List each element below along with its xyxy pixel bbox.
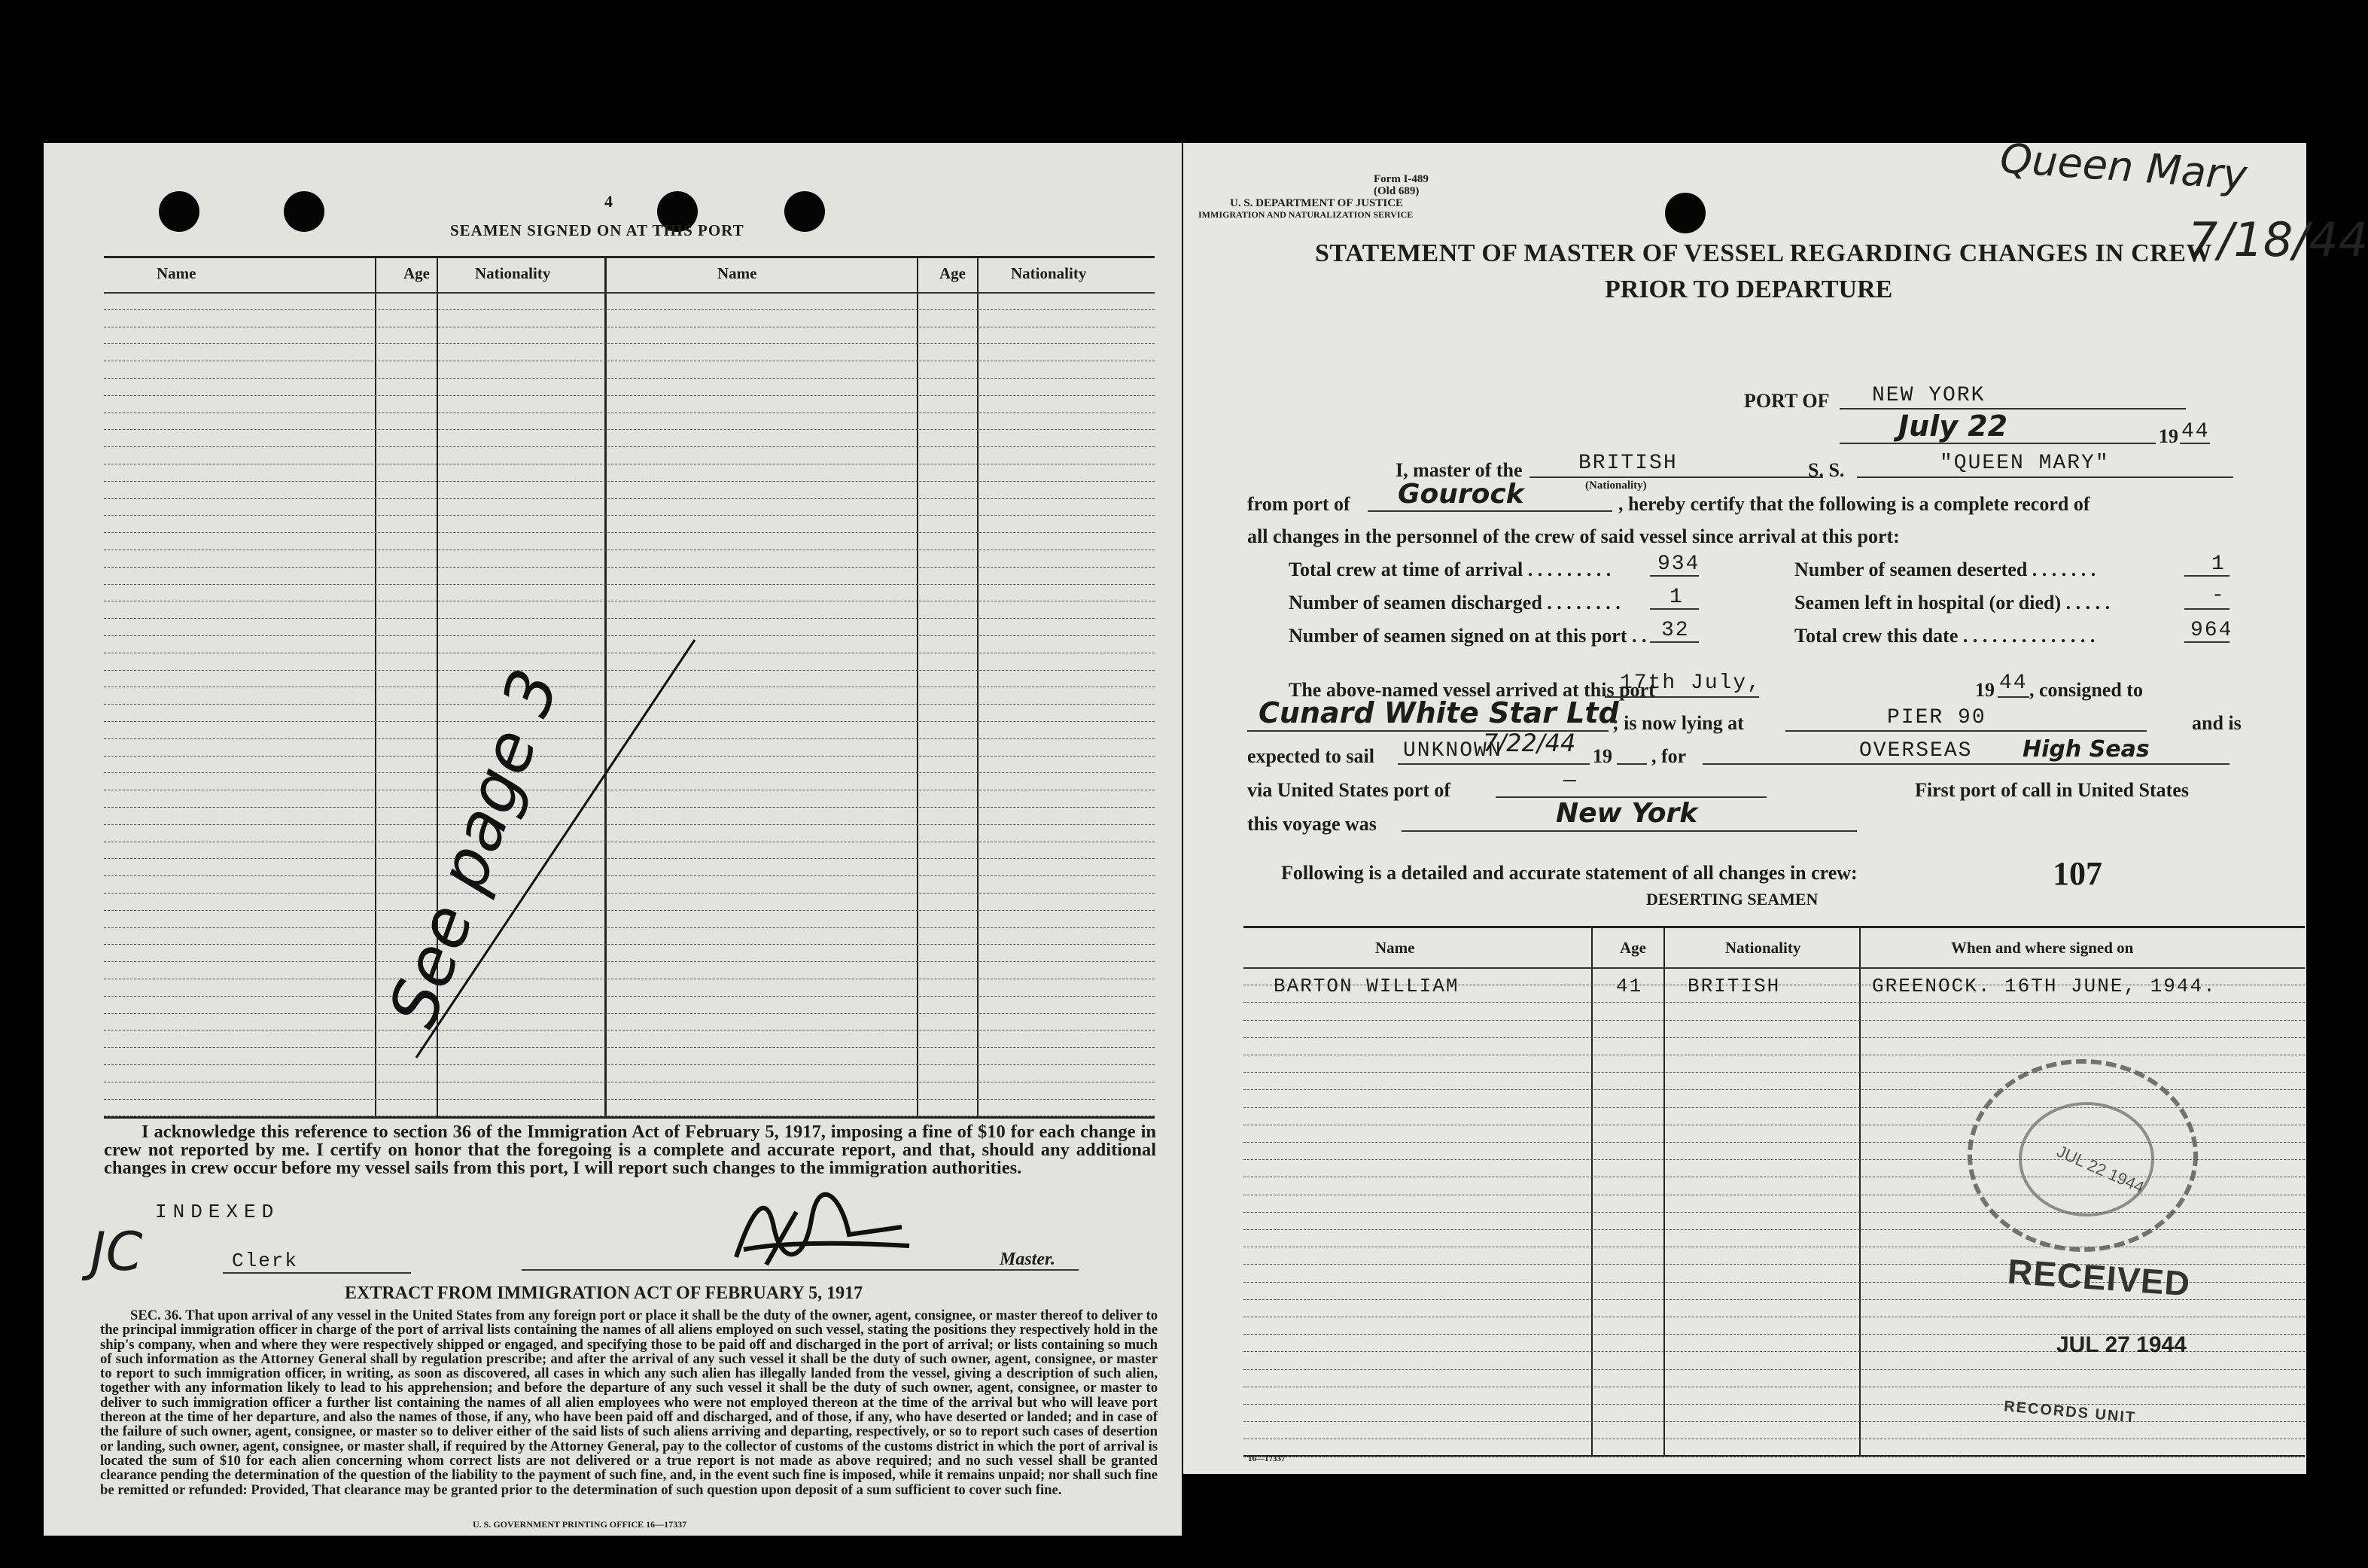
stat-deserted-value: 1 <box>2211 553 2226 576</box>
row-when-where: GREENOCK. 16TH JUNE, 1944. <box>1872 975 2217 997</box>
form-number: Form I-489 <box>1374 173 1429 185</box>
handwritten-count: 107 <box>2053 855 2102 892</box>
row-nationality: BRITISH <box>1688 975 1781 997</box>
ruled-line <box>104 343 1155 344</box>
form-subtitle: PRIOR TO DEPARTURE <box>1605 276 1893 303</box>
lying-value: PIER 90 <box>1887 706 1986 729</box>
vessel-name: "QUEEN MARY" <box>1940 452 2110 475</box>
printer-line: U. S. GOVERNMENT PRINTING OFFICE 16—17337 <box>473 1519 687 1530</box>
column-header-name: Name <box>157 264 196 282</box>
expected-label: expected to sail <box>1247 745 1374 767</box>
ruled-line <box>1243 1020 2305 1021</box>
via-label: via United States port of <box>1247 779 1451 801</box>
certify-line-2: all changes in the personnel of the crew of said vessel since arrival at this port: <box>1247 525 1900 547</box>
section-title: SEAMEN SIGNED ON AT THIS PORT <box>450 221 744 239</box>
stat-arrival-value: 934 <box>1657 553 1700 576</box>
ins-seal-stamp <box>1962 1054 2203 1257</box>
consignee: Cunard White Star Ltd <box>1259 696 1619 729</box>
form-title: STATEMENT OF MASTER OF VESSEL REGARDING CHANGES IN CREW <box>1315 239 2212 267</box>
row-name: BARTON WILLIAM <box>1274 975 1459 997</box>
indexed-stamp: INDEXED <box>155 1201 280 1223</box>
via-value: — <box>1563 769 1578 793</box>
ruled-line <box>104 1099 1155 1100</box>
received-date: JUL 27 1944 <box>2056 1332 2187 1357</box>
master-signature <box>721 1182 947 1272</box>
expected-value: UNKNOWN <box>1403 739 1502 763</box>
date-value: July 22 <box>1898 410 2008 443</box>
old-number: (Old 689) <box>1374 185 1420 197</box>
port-label: PORT OF <box>1744 390 1830 412</box>
voyage-value: New York <box>1556 798 1698 829</box>
page-number: 4 <box>604 192 613 211</box>
ruled-line <box>1243 1421 2305 1422</box>
stat-discharged-value: 1 <box>1669 586 1684 609</box>
row-age: 41 <box>1616 975 1643 997</box>
handwritten-vessel: Queen Mary <box>1998 134 2249 199</box>
extract-text: SEC. 36. That upon arrival of any vessel in the United States from any foreign port or place it shall be the duty of the owner, agent, consignee, or master thereof to deliver to the principal immigration officer in charge of the port of arrival lists containing the names of all aliens employed on such vessel, stating the positions they respectively hold in the ship's company, when and where they were respectively shipped or engaged, and specifying those to be paid off and discharged in the port of arrival; or lists containing so much of such information as the Attorney General shall by regulation prescribe; and after the arrival of any such vessel it shall be the duty of such owner, agent, consignee, or master to report to such immigration officer, in writing, as soon as discovered, all cases in which any such alien has illegally landed from the vessel, giving a description of such alien, together with any information likely to lead to his apprehension; and before the departure of any such vessel it shall be the duty of such owner, agent, consignee, or master to deliver to such immigration officer a further list containing the names of all alien employees who were not employed thereon at the time of the arrival but who will leave port thereon at the time of her departure, and also the names of those, if any, who have been paid off and discharged, and of those, if any, who have deserted or landed; and in case of the failure of such owner, agent, consignee, or master so to deliver either of the said lists of such aliens arriving and departing, respectively, or so to report such cases of desertion or landing, such owner, agent, consignee, or master shall, if required by the Attorney General, pay to the collector of customs of the customs district in which the port of arrival is located the sum of $10 for each alien concerning whom correct lists are not delivered or a true report is not made as above required; and no such vessel shall be granted clearance pending the determination of the question of the liability to the payment of such fine, and, in the event such fine is imposed, while it remains unpaid; nor shall such fine be remitted or refunded: Provided, That clearance may be granted prior to the determination of such question upon deposit of a sum sufficient to cover such fine. <box>100 1308 1158 1498</box>
svg-text:JUL 22 1944: JUL 22 1944 <box>2053 1141 2147 1197</box>
ruled-line <box>1243 1404 2305 1405</box>
first-port-label: First port of call in United States <box>1915 779 2189 801</box>
certify-text: , hereby certify that the following is a complete record of <box>1618 493 2090 515</box>
year-value: 44 <box>2181 420 2210 443</box>
ruled-line <box>1243 1369 2305 1370</box>
svg-text:See page 3: See page 3 <box>373 659 574 1037</box>
for-value: OVERSEAS <box>1859 739 1973 763</box>
arrived-value: 17th July, <box>1620 671 1762 695</box>
stat-hospital: Seamen left in hospital (or died) . . . . . <box>1794 592 2111 613</box>
acknowledgment-text: I acknowledge this reference to section 36 of the Immigration Act of February 5, 1917, imposing a fine of $10 for each change in crew not reported by me. I certify on honor that the foregoing is a complete and accurate report, and that, should any additional changes in crew occur before my vessel sails from this port, I will report such changes to the immigration authorities. <box>104 1122 1156 1178</box>
for-handwritten: High Seas <box>2023 736 2150 763</box>
from-port-label: from port of <box>1247 493 1350 515</box>
arrived-year-prefix: 19 <box>1975 679 1995 701</box>
arrived-label: The above-named vessel arrived at this port <box>1289 679 1655 701</box>
right-page <box>1183 134 2368 1474</box>
department: U. S. DEPARTMENT OF JUSTICE <box>1230 197 1404 209</box>
table-header-nationality: Nationality <box>1725 939 1801 957</box>
expected-year: 19 <box>1593 745 1612 767</box>
stat-deserted: Number of seamen deserted . . . . . . . <box>1794 559 2096 580</box>
punch-hole <box>284 191 324 232</box>
see-page-annotation <box>330 429 721 1076</box>
extract-title: EXTRACT FROM IMMIGRATION ACT OF FEBRUARY 5, 1917 <box>345 1283 863 1303</box>
ss-label: S. S. <box>1808 459 1845 481</box>
clerk-label: Clerk <box>232 1250 299 1272</box>
footer-code: 16—17337 <box>1248 1454 1286 1463</box>
stat-hospital-value: - <box>2211 584 2226 607</box>
stat-total-date-value: 964 <box>2190 619 2233 642</box>
nationality-value: BRITISH <box>1578 452 1678 475</box>
table-row <box>1243 972 2305 997</box>
section-title: DESERTING SEAMEN <box>1646 890 1819 909</box>
records-unit: RECORDS UNIT <box>2003 1398 2137 1426</box>
stat-arrival: Total crew at time of arrival . . . . . . . . . <box>1289 559 1612 580</box>
consigned-label: , consigned to <box>2029 679 2143 701</box>
column-header-nationality-2: Nationality <box>1011 264 1087 282</box>
nationality-caption: (Nationality) <box>1585 480 1647 492</box>
for-label: , for <box>1651 745 1687 767</box>
stat-signed-on-value: 32 <box>1661 619 1690 642</box>
punch-hole <box>159 191 199 232</box>
following-text: Following is a detailed and accurate statement of all changes in crew: <box>1281 862 1858 884</box>
ruled-line <box>1243 1037 2305 1038</box>
column-header-nationality: Nationality <box>475 264 551 282</box>
clerk-initials: JC <box>90 1221 143 1283</box>
column-header-age: Age <box>403 264 430 282</box>
arrived-year: 44 <box>1999 671 2028 695</box>
received-stamp: RECEIVED <box>2006 1251 2192 1304</box>
ruled-line <box>1243 1002 2305 1003</box>
handwritten-reference: 7/18/44 <box>2188 212 2368 267</box>
ruled-line <box>104 378 1155 379</box>
expected-handwritten: 7/22/44 <box>1483 729 1576 757</box>
lying-label: ; is now lying at <box>1612 712 1744 734</box>
and-is: and is <box>2192 712 2242 734</box>
port-value: NEW YORK <box>1872 384 1986 407</box>
ruled-line <box>104 395 1155 396</box>
stat-discharged: Number of seamen discharged . . . . . . . . <box>1289 592 1621 613</box>
table-header-age: Age <box>1620 939 1646 957</box>
punch-hole <box>1665 193 1706 233</box>
column-header-age-2: Age <box>939 264 966 282</box>
master-of-label: I, master of the <box>1396 459 1523 481</box>
master-label: Master. <box>1000 1250 1056 1269</box>
left-page <box>44 143 1182 1536</box>
column-header-name-2: Name <box>717 264 757 282</box>
from-port-value: Gourock <box>1398 479 1524 510</box>
stat-total-date: Total crew this date . . . . . . . . . . . . . . <box>1794 625 2096 647</box>
stat-signed-on: Number of seamen signed on at this port . . <box>1289 625 1647 647</box>
year-prefix: 19 <box>2159 425 2178 447</box>
voyage-label: this voyage was <box>1247 813 1377 835</box>
table-header-when-where: When and where signed on <box>1951 939 2134 957</box>
ruled-line <box>104 309 1155 310</box>
table-header-name: Name <box>1375 939 1415 957</box>
service: IMMIGRATION AND NATURALIZATION SERVICE <box>1198 209 1414 220</box>
punch-hole <box>784 191 825 232</box>
